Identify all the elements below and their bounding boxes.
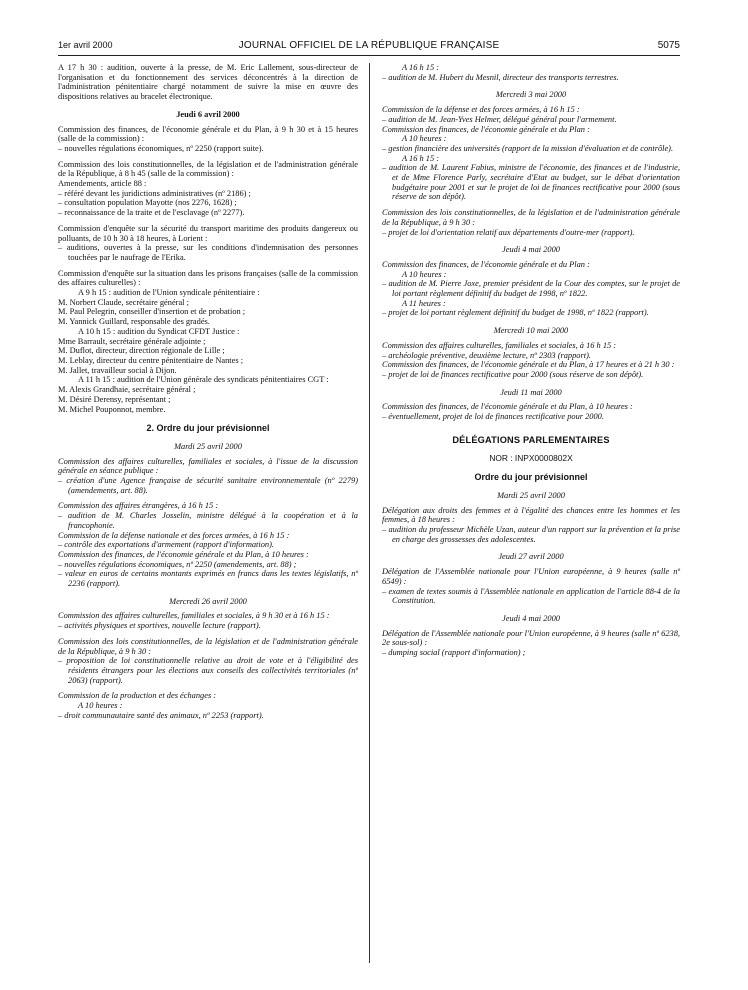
right-column (382, 63, 680, 658)
time-line: A 10 heures : (78, 701, 123, 711)
date-heading: Jeudi 4 mai 2000 (502, 613, 560, 623)
date-heading: Jeudi 6 avril 2000 (176, 109, 240, 119)
date-heading: Mercredi 3 mai 2000 (495, 90, 567, 100)
paragraph: Commission des affaires culturelles, familiales et sociales, à l'issue de la discussion générale en séance publique : (58, 456, 358, 476)
agenda-item: – consultation population Mayotte (nos 2276, 1628) ; (58, 198, 237, 208)
section-heading: 2. Ordre du jour prévisionnel (146, 423, 270, 434)
section-title: DÉLÉGATIONS PARLEMENTAIRES (452, 434, 610, 445)
paragraph: Délégation de l'Assemblée nationale pour l'Union européenne, à 9 heures (salle nº 6238, 2e sous-sol) : (382, 628, 680, 648)
agenda-item: – projet de loi d'orientation relatif aux départements d'outre-mer (rapport). (382, 227, 635, 237)
paragraph: Commission des affaires culturelles, familiales et sociales, à 9 h 30 et à 16 h 15 : (58, 611, 330, 621)
paragraph: M. Michel Pouponnot, membre. (58, 404, 166, 414)
paragraph: M. Yannick Guillard, responsable des gradés. (58, 317, 210, 327)
agenda-item: – gestion financière des universités (rapport de la mission d'évaluation et de contrôle). (382, 143, 674, 153)
paragraph: M. Duflot, directeur, direction régionale de Lille ; (58, 346, 225, 356)
paragraph: M. Désiré Derensy, représentant ; (58, 394, 171, 404)
date-heading: Jeudi 4 mai 2000 (502, 245, 560, 255)
paragraph: Mme Barrault, secrétaire générale adjointe ; (58, 336, 206, 346)
time-line: A 10 h 15 : audition du Syndicat CFDT Justice : (78, 326, 240, 336)
paragraph: M. Leblay, directeur du centre pénitentiaire de Nantes ; (58, 355, 244, 365)
agenda-item: – audition de M. Hubert du Mesnil, directeur des transports terrestres. (382, 72, 619, 82)
paragraph: Délégation de l'Assemblée nationale pour l'Union européenne, à 9 heures (salle nº 6549) : (382, 567, 680, 586)
time-line: A 11 h 15 : audition de l'Union générale des syndicats pénitentiaires CGT : (78, 375, 329, 385)
time-line: A 10 heures : (402, 269, 447, 279)
paragraph: Commission des finances, de l'économie générale et du Plan, à 10 heures : (382, 402, 633, 412)
page-number: 5075 (657, 40, 680, 51)
agenda-item: – examen de textes soumis à l'Assemblée nationale en application de l'article 88-4 de la Constitution. (382, 586, 680, 606)
page-header (58, 40, 680, 54)
agenda-item: – reconnaissance de la traite et de l'esclavage (nº 2277). (58, 208, 245, 218)
date-heading: Mercredi 26 avril 2000 (169, 596, 247, 606)
time-line: A 16 h 15 : (402, 63, 440, 72)
agenda-item: – projet de loi de finances rectificative pour 2000 (sous réserve de son dépôt). (382, 369, 644, 379)
section-heading: Ordre du jour prévisionnel (474, 472, 588, 483)
paragraph: M. Norbert Claude, secrétaire général ; (58, 297, 189, 307)
paragraph: Commission des finances, de l'économie générale et du Plan, à 10 heures : (58, 549, 309, 559)
paragraph: Commission des finances, de l'économie générale et du Plan, à 17 heures et à 21 h 30 : (382, 360, 675, 370)
date-heading: Jeudi 27 avril 2000 (498, 552, 564, 562)
paragraph: A 17 h 30 : audition, ouverte à la presse, de M. Eric Lallement, sous-directeur de l'organisation et du fonctionnement des services déconcentrés à la direction de l'administration pénitentiaire chargé notamment de suivre la mise en œuvre des dispositions relatives au bracelet électronique. (58, 63, 358, 102)
date-heading: Mardi 25 avril 2000 (497, 490, 565, 500)
paragraph: Commission des lois constitutionnelles, de la législation et de l'administration générale de la République, à 9 h 30 : (58, 636, 358, 656)
paragraph: M. Paul Pelegrin, conseiller d'insertion et de probation ; (58, 307, 246, 317)
journal-title: JOURNAL OFFICIEL DE LA RÉPUBLIQUE FRANÇAISE (238, 40, 500, 51)
agenda-item: – proposition de loi constitutionnelle relative au droit de vote et à l'éligibilité des résidents étrangers pour les élections aux conseils des collectivités territoriales (nº 2063) (rapport). (58, 656, 358, 685)
paragraph: Délégation aux droits des femmes et à l'égalité des chances entre les hommes et les femmes, à 18 heures : (382, 505, 680, 525)
agenda-item: – audition de M. Jean-Yves Helmer, délégué général pour l'armement. (382, 114, 617, 124)
paragraph: Commission de la défense et des forces armées, à 16 h 15 : (382, 105, 580, 115)
agenda-item: – référé devant les juridictions administratives (nº 2186) ; (58, 188, 251, 198)
time-line: A 9 h 15 : audition de l'Union syndicale pénitentiaire : (78, 288, 260, 298)
time-line: A 16 h 15 : (402, 153, 440, 163)
agenda-item: – audition de M. Laurent Fabius, ministre de l'économie, des finances et de l'industrie, et de Mme Florence Parly, secrétaire d'Etat au budget, sur le débat d'orientation budgétaire pour 2001 et sur le projet de loi de finances rectificative pour 2000 (sous réserve de son dépôt). (382, 163, 680, 202)
agenda-item: – valeur en euros de certains montants exprimés en francs dans les textes législatifs, nº 2236 (rapport). (58, 569, 358, 589)
header-rule (58, 55, 680, 56)
paragraph: Commission des affaires culturelles, familiales et sociales, à 16 h 15 : (382, 340, 617, 350)
agenda-item: – auditions, ouvertes à la presse, sur les conditions d'indemnisation des personnes touchées par le naufrage de l'Erika. (58, 243, 358, 262)
header-date: 1er avril 2000 (58, 40, 113, 50)
agenda-item: – audition du professeur Michèle Uzan, auteur d'un rapport sur la prévention et la prise en charge des grossesses des adolescentes. (382, 525, 680, 544)
paragraph: Commission des lois constitutionnelles, de la législation et de l'administration générale de la République, à 9 h 30 : (382, 208, 680, 227)
paragraph: Commission des finances, de l'économie générale et du Plan, à 9 h 30 et à 15 heures (salle de la commission) : (58, 124, 358, 144)
paragraph: Commission d'enquête sur la sécurité du transport maritime des produits dangereux ou polluants, de 10 h 30 à 18 heures, à Lorient : (58, 223, 358, 243)
agenda-item: – création d'une Agence française de sécurité sanitaire environnementale (nº 2279) (amendements, art. 88). (58, 476, 358, 495)
agenda-item: – droit communautaire santé des animaux, nº 2253 (rapport). (58, 710, 264, 720)
agenda-item: – audition de M. Pierre Joxe, premier président de la Cour des comptes, sur le projet de loi portant règlement définitif du budget de 1998, nº 1822. (382, 279, 680, 299)
paragraph: Commission d'enquête sur la situation dans les prisons françaises (salle de la commission des affaires culturelles) : (58, 268, 358, 288)
paragraph: Amendements, article 88 : (58, 179, 147, 189)
date-heading: Mardi 25 avril 2000 (174, 441, 242, 451)
agenda-item: – éventuellement, projet de loi de finances rectificative pour 2000. (382, 412, 604, 422)
time-line: A 10 heures : (402, 134, 447, 144)
paragraph: Commission des affaires étrangères, à 16 h 15 : (58, 501, 219, 511)
left-column (58, 63, 358, 720)
nor-reference: NOR : INPX0000802X (489, 452, 573, 463)
paragraph: Commission des finances, de l'économie générale et du Plan : (382, 124, 590, 134)
paragraph: Commission des finances, de l'économie générale et du Plan : (382, 259, 590, 269)
agenda-item: – contrôle des exportations d'armement (rapport d'information). (58, 540, 274, 550)
agenda-item: – archéologie préventive, deuxième lecture, nº 2303 (rapport). (382, 350, 591, 360)
paragraph: M. Jallet, travailleur social à Dijon. (58, 365, 177, 375)
paragraph: Commission de la défense nationale et des forces armées, à 16 h 15 : (58, 530, 290, 540)
date-heading: Jeudi 11 mai 2000 (500, 387, 562, 397)
date-heading: Mercredi 10 mai 2000 (493, 326, 569, 336)
agenda-item: – nouvelles régulations économiques, nº 2250 (amendements, art. 88) ; (58, 559, 297, 569)
agenda-item: – nouvelles régulations économiques, nº 2250 (rapport suite). (58, 143, 264, 153)
agenda-item: – projet de loi portant règlement définitif du budget de 1998, nº 1822 (rapport). (382, 308, 649, 318)
column-divider (369, 63, 370, 963)
agenda-item: – activités physiques et sportives, nouvelle lecture (rapport). (58, 621, 261, 631)
paragraph: M. Alexis Grandhaie, secrétaire général ; (58, 385, 196, 395)
agenda-item: – dumping social (rapport d'information) ; (382, 648, 526, 658)
paragraph: Commission de la production et des échanges : (58, 691, 217, 701)
time-line: A 11 heures : (402, 298, 446, 308)
agenda-item: – audition de M. Charles Josselin, ministre délégué à la coopération et à la francophonie. (58, 511, 358, 530)
paragraph: Commission des lois constitutionnelles, de la législation et de l'administration générale de la République, à 8 h 45 (salle de la commission) : (58, 159, 358, 179)
